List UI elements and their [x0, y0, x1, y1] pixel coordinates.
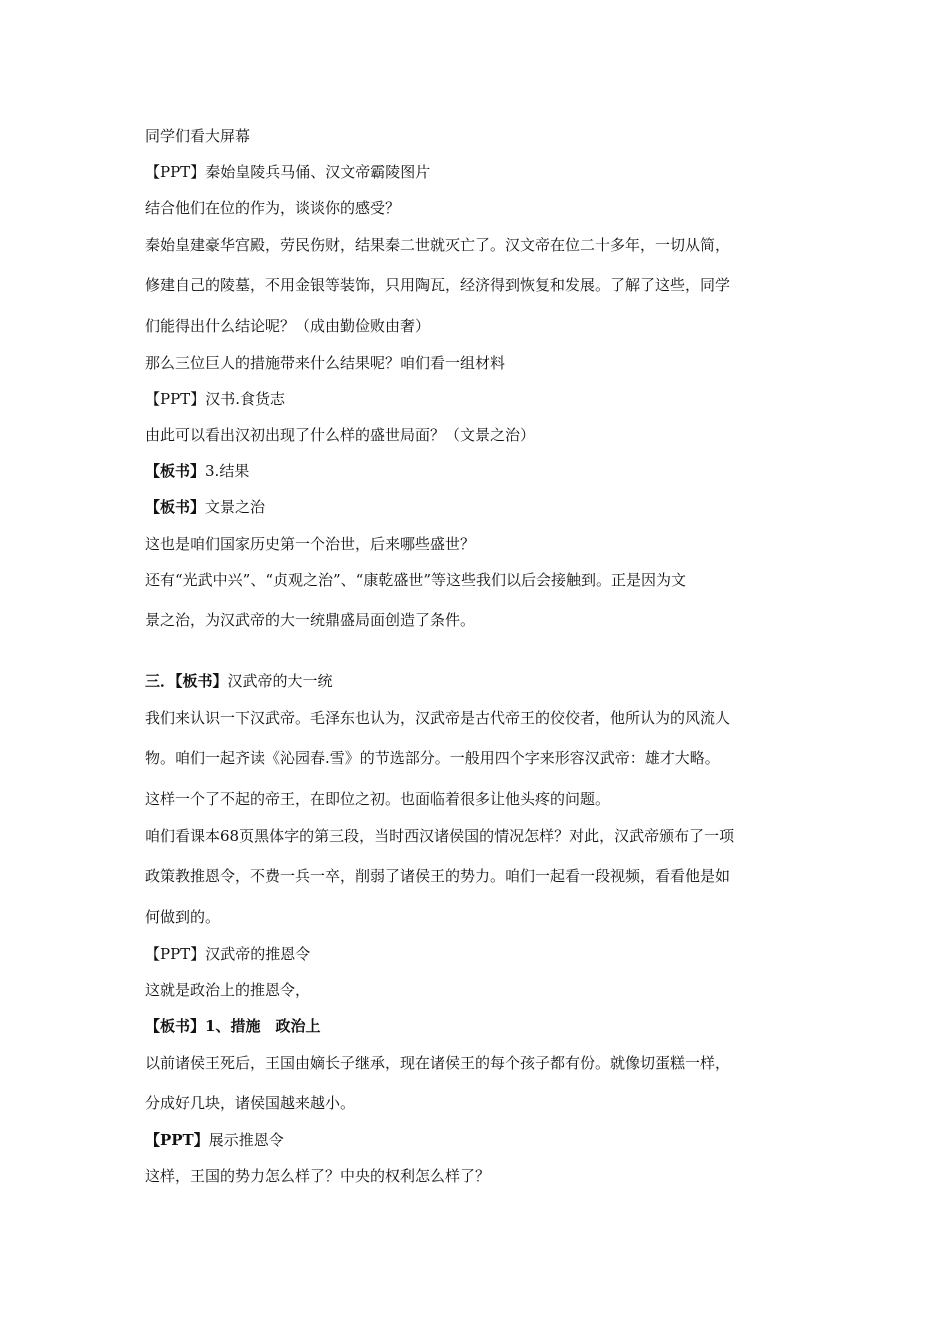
section-heading: 三．【板书】汉武帝的大一统	[145, 672, 333, 690]
line-22: 【PPT】汉武帝的推恩令	[145, 945, 311, 963]
line-26: 分成好几块，诸侯国越来越小。	[145, 1094, 356, 1112]
line-24: 【板书】1、措施 政治上	[145, 1017, 321, 1035]
line-16: 我们来认识一下汉武帝。毛泽东也认为，汉武帝是古代帝王的佼佼者，他所认为的风流人	[145, 709, 731, 727]
line-18: 这样一个了不起的帝王，在即位之初。也面临着很多让他头疼的问题。	[145, 790, 611, 808]
line-27: 【PPT】展示推恩令	[145, 1131, 284, 1149]
line-5: 修建自己的陵墓，不用金银等装饰，只用陶瓦，经济得到恢复和发展。了解了这些，同学	[145, 276, 731, 294]
line-2: 【PPT】秦始皇陵兵马俑、汉文帝霸陵图片	[145, 163, 431, 181]
line-10: 【板书】3.结果	[145, 462, 250, 480]
line-23: 这就是政治上的推恩令，	[145, 981, 311, 999]
line-17: 物。咱们一起齐读《沁园春.雪》的节选部分。一般用四个字来形容汉武帝：雄才大略。	[145, 749, 720, 767]
line-25: 以前诸侯王死后，王国由嫡长子继承，现在诸侯王的每个孩子都有份。就像切蛋糕一样，	[145, 1054, 731, 1072]
line-12: 这也是咱们国家历史第一个治世，后来哪些盛世？	[145, 535, 476, 553]
line-6: 们能得出什么结论呢？（成由勤俭败由奢）	[145, 317, 431, 335]
line-9: 由此可以看出汉初出现了什么样的盛世局面？（文景之治）	[145, 426, 536, 444]
line-1: 同学们看大屏幕	[145, 127, 251, 145]
line-28: 这样，王国的势力怎么样了？中央的权利怎么样了？	[145, 1167, 491, 1185]
line-4: 秦始皇建豪华宫殿，劳民伤财，结果秦二世就灭亡了。汉文帝在位二十多年，一切从简，	[145, 236, 731, 254]
line-19: 咱们看课本68页黑体字的第三段，当时西汉诸侯国的情况怎样？对此，汉武帝颁布了一项	[145, 827, 735, 845]
line-7: 那么三位巨人的措施带来什么结果呢？咱们看一组材料	[145, 354, 506, 372]
line-21: 何做到的。	[145, 908, 221, 926]
line-14: 景之治，为汉武帝的大一统鼎盛局面创造了条件。	[145, 611, 476, 629]
line-8: 【PPT】汉书.食货志	[145, 390, 285, 408]
line-13: 还有“光武中兴”、“贞观之治”、“康乾盛世”等这些我们以后会接触到。正是因为文	[145, 571, 687, 589]
line-3: 结合他们在位的作为，谈谈你的感受？	[145, 199, 401, 217]
line-20: 政策教推恩令，不费一兵一卒，削弱了诸侯王的势力。咱们一起看一段视频，看看他是如	[145, 867, 731, 885]
line-11: 【板书】文景之治	[145, 498, 266, 516]
